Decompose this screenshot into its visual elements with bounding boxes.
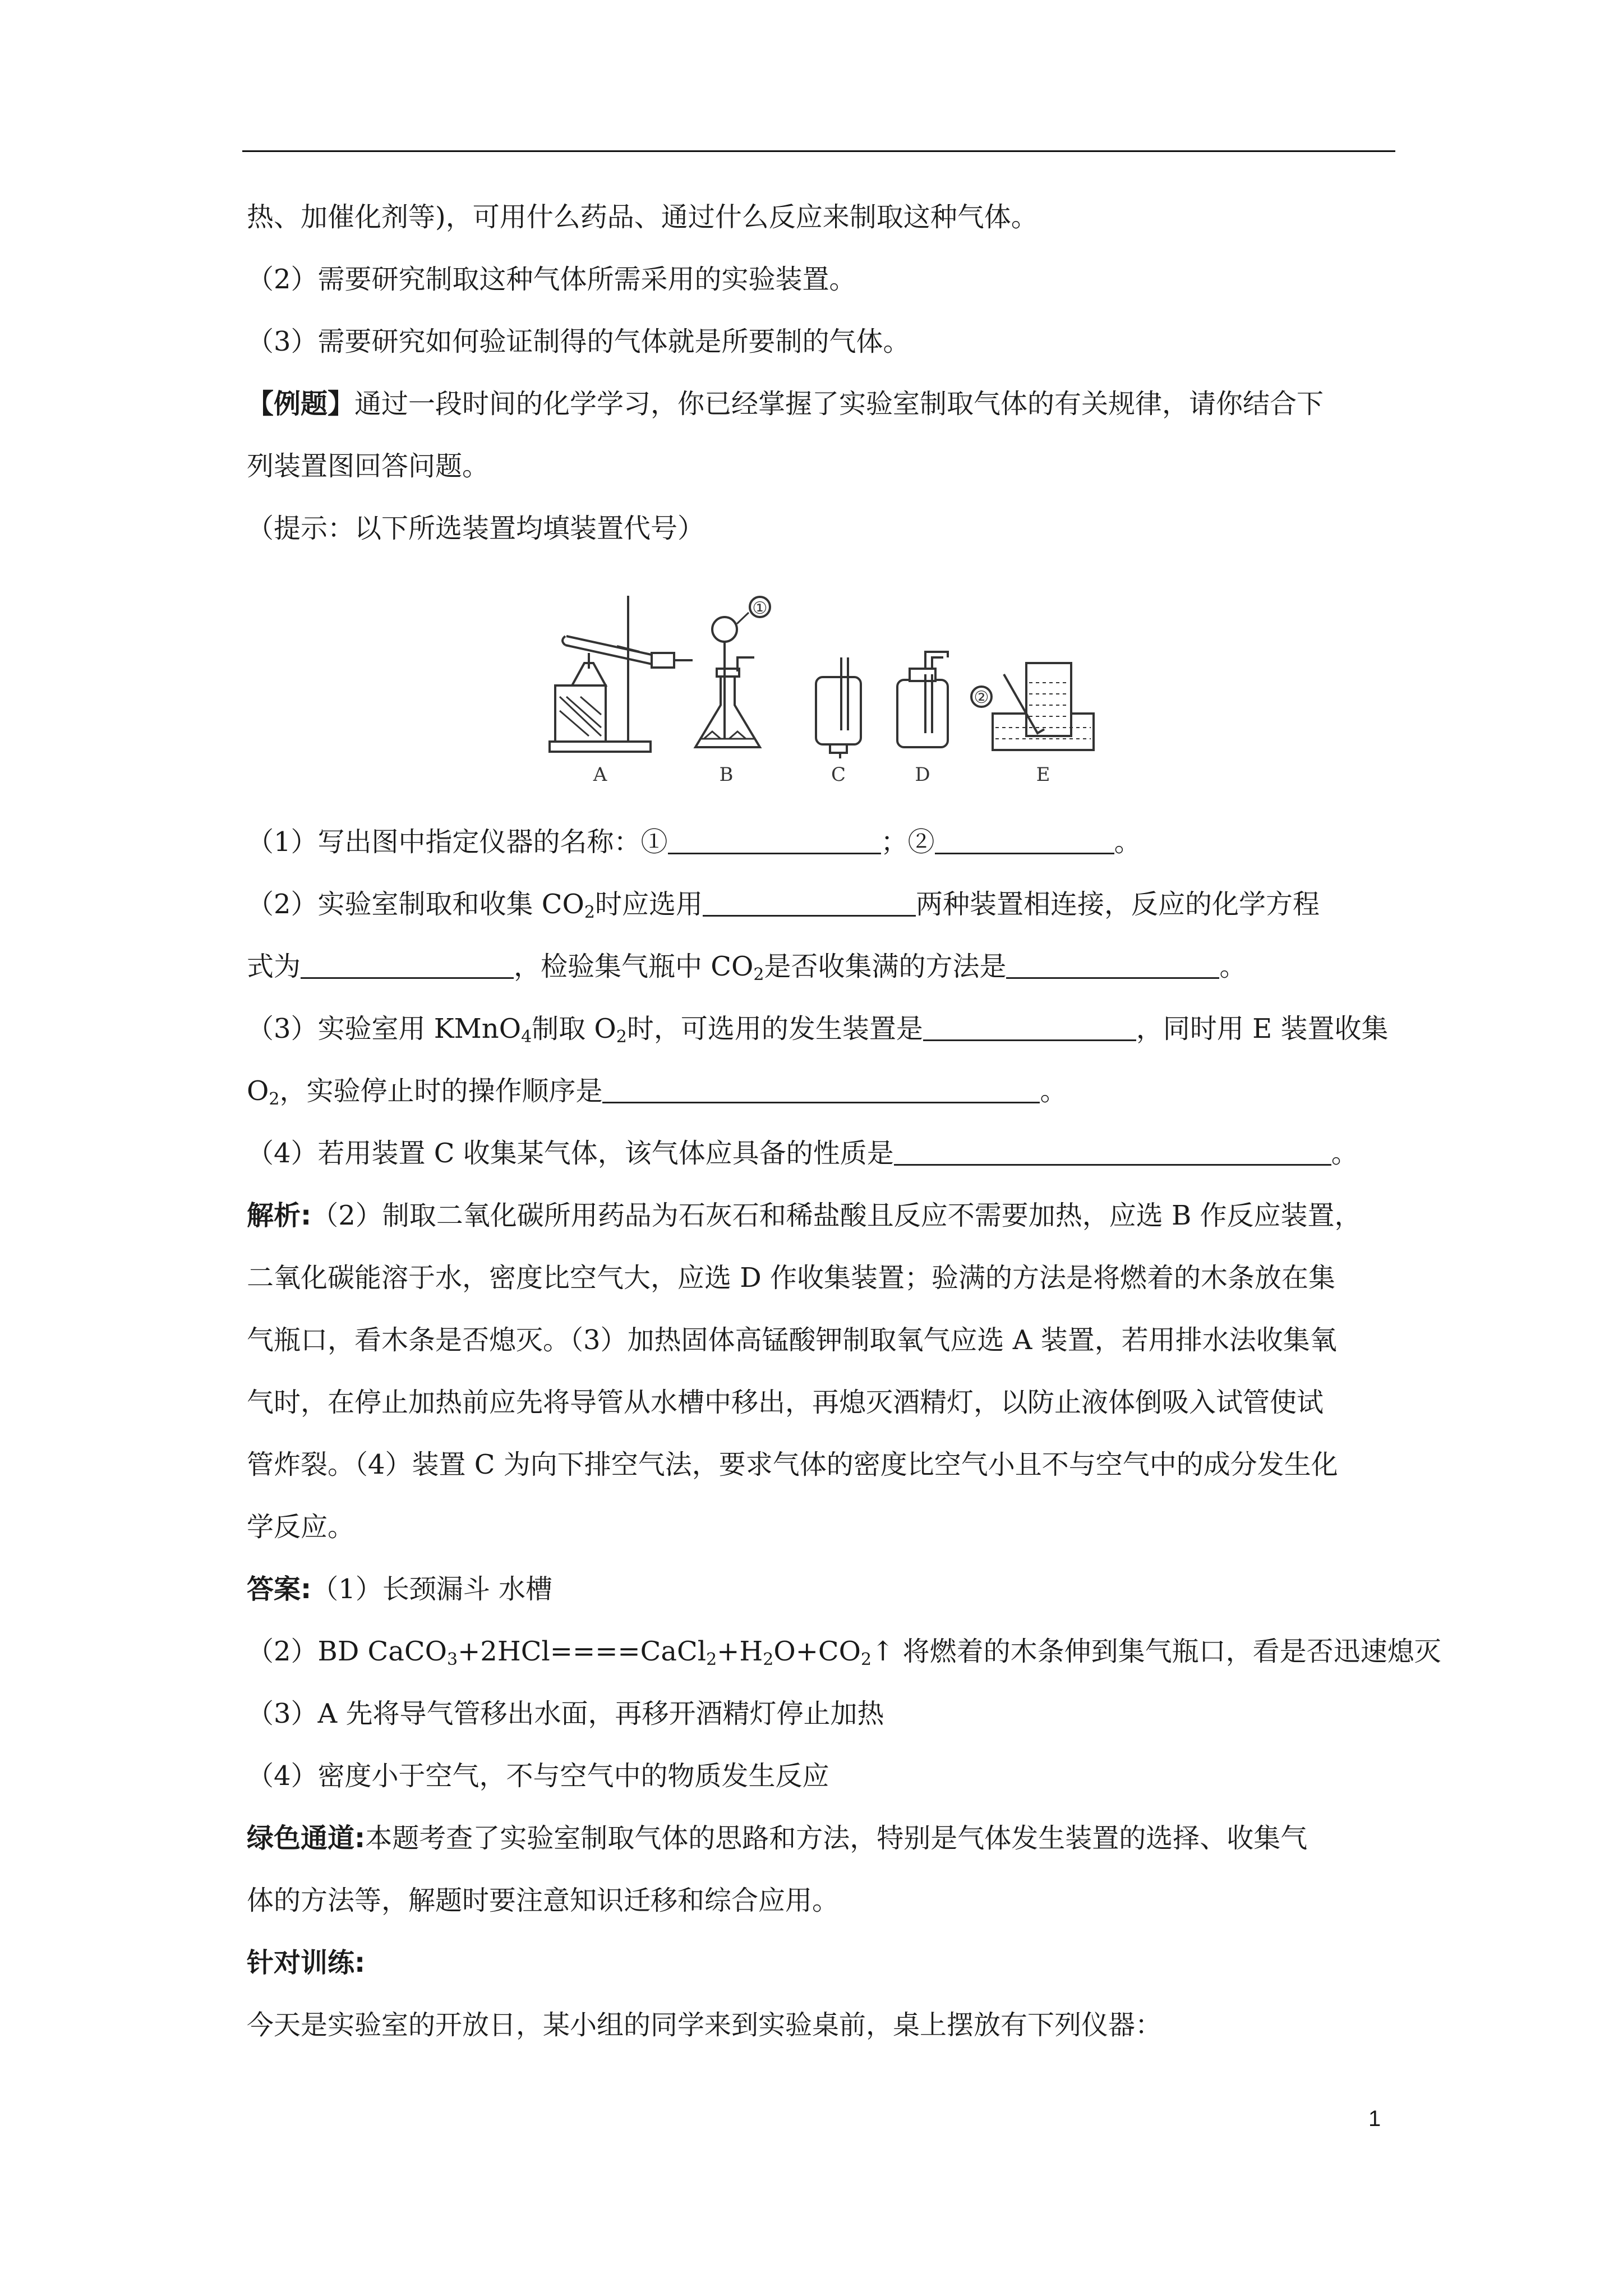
- question-2-cont: [247, 949, 1396, 984]
- answer-line: （4）密度小于空气，不与空气中的物质发生反应: [247, 1760, 829, 1792]
- marker-2: ②: [974, 688, 989, 707]
- apparatus-e: [971, 663, 1094, 750]
- paragraph: 体的方法等，解题时要注意知识迁移和综合应用。: [247, 1885, 840, 1916]
- apparatus-b: [695, 597, 770, 747]
- hint: （提示：以下所选装置均填装置代号）: [247, 513, 705, 544]
- answer-blank[interactable]: [1006, 953, 1219, 979]
- text-span: 。: [1114, 826, 1141, 858]
- answer-blank[interactable]: [923, 1015, 1136, 1041]
- paragraph: 列装置图回答问题。: [247, 450, 490, 482]
- text-span: +H: [717, 1636, 763, 1667]
- text-span: ；②: [880, 826, 935, 858]
- paragraph: （2）需要研究制取这种气体所需采用的实验装置。: [247, 264, 856, 295]
- text-span: O: [247, 1075, 269, 1107]
- training-heading: 针对训练:: [247, 1947, 366, 1978]
- subscript: 2: [616, 1027, 627, 1047]
- text-span: +2HCl====CaCl: [458, 1636, 707, 1667]
- analysis: [247, 1198, 1396, 1234]
- green-channel: [247, 1820, 1396, 1856]
- paragraph: 气瓶口，看木条是否熄灭。（3）加热固体高锰酸钾制取氧气应选 A 装置，若用排水法收集氧: [247, 1324, 1337, 1356]
- paragraph: （3）需要研究如何验证制得的气体就是所要制的气体。: [247, 326, 910, 357]
- subscript: 2: [706, 1650, 717, 1669]
- text-span: （3）实验室用 KMnO: [247, 1013, 522, 1045]
- question-2: [247, 886, 1396, 922]
- subscript: 2: [763, 1650, 774, 1669]
- text-span: （2）制取二氧化碳所用药品为石灰石和稀盐酸且反应不需要加热，应选 B 作反应装置，: [311, 1200, 1362, 1231]
- paragraph: 管炸裂。（4）装置 C 为向下排空气法，要求气体的密度比空气小且不与空气中的成分发生化: [247, 1449, 1338, 1480]
- text-span: 制取 O: [532, 1013, 616, 1045]
- paragraph: 热、加催化剂等)，可用什么药品、通过什么反应来制取这种气体。: [247, 201, 1038, 233]
- text-span: ↑ 将燃着的木条伸到集气瓶口，看是否迅速熄灭: [872, 1636, 1441, 1667]
- subscript: 2: [753, 965, 764, 984]
- text-span: 。: [1331, 1138, 1358, 1169]
- answer-heading: 答案:: [247, 1573, 312, 1605]
- answer-blank[interactable]: [703, 890, 916, 917]
- apparatus-a: [550, 596, 693, 752]
- figure-label: E: [1036, 763, 1050, 786]
- answer-blank[interactable]: [668, 828, 881, 854]
- text-span: （4）若用装置 C 收集某气体，该气体应具备的性质是: [247, 1138, 894, 1169]
- example-heading: 【例题】: [247, 388, 355, 420]
- header-rule: [242, 150, 1395, 152]
- question-3-cont: [247, 1073, 1396, 1109]
- text-span: ，同时用 E 装置收集: [1136, 1013, 1389, 1045]
- subscript: 3: [446, 1650, 458, 1669]
- text-span: 。: [1219, 951, 1247, 982]
- text-span: 是否收集满的方法是: [764, 951, 1007, 982]
- text-span: 本题考查了实验室制取气体的思路和方法，特别是气体发生装置的选择、收集气: [365, 1823, 1308, 1854]
- subscript: 2: [269, 1089, 280, 1109]
- subscript: 4: [521, 1027, 532, 1047]
- answer: [247, 1571, 1396, 1607]
- answer-blank[interactable]: [301, 953, 514, 979]
- subscript: 2: [861, 1650, 872, 1669]
- example-question: [247, 386, 1396, 422]
- paragraph: 气时，在停止加热前应先将导管从水槽中移出，再熄灭酒精灯，以防止液体倒吸入试管使试: [247, 1387, 1324, 1418]
- text-span: O+CO: [773, 1636, 861, 1667]
- text-span: 时，可选用的发生装置是: [626, 1013, 923, 1045]
- text-span: 时应选用: [594, 889, 703, 920]
- paragraph: 学反应。: [247, 1511, 355, 1543]
- document-body: [247, 199, 1441, 2043]
- figure-label: D: [915, 763, 930, 786]
- text-span: 两种装置相连接，反应的化学方程: [916, 889, 1320, 920]
- text-span: （2）实验室制取和收集 CO: [247, 889, 584, 920]
- figure-label: A: [593, 763, 607, 786]
- answer-blank[interactable]: [935, 828, 1114, 854]
- paragraph: 二氧化碳能溶于水，密度比空气大，应选 D 作收集装置；验满的方法是将燃着的木条放在集: [247, 1262, 1336, 1294]
- paragraph: 今天是实验室的开放日，某小组的同学来到实验桌前，桌上摆放有下列仪器：: [247, 2009, 1163, 2041]
- apparatus-figure: [533, 590, 1105, 792]
- answer-line: [247, 1634, 1441, 1669]
- subscript: 2: [584, 903, 595, 922]
- text-span: 式为: [247, 951, 301, 982]
- text-span: （1）写出图中指定仪器的名称：①: [247, 826, 668, 858]
- text-span: ，检验集气瓶中 CO: [514, 951, 754, 982]
- apparatus-c: [816, 657, 861, 758]
- text-span: （1）长颈漏斗 水槽: [311, 1573, 553, 1605]
- analysis-heading: 解析:: [247, 1200, 312, 1231]
- question-4: [247, 1135, 1396, 1171]
- figure-label: B: [719, 763, 734, 786]
- text-span: 。: [1040, 1075, 1067, 1107]
- green-channel-heading: 绿色通道:: [247, 1823, 366, 1854]
- answer-blank[interactable]: [602, 1077, 1040, 1103]
- text-span: ，实验停止时的操作顺序是: [279, 1075, 603, 1107]
- marker-1: ①: [752, 599, 768, 618]
- text-span: 通过一段时间的化学学习，你已经掌握了实验室制取气体的有关规律，请你结合下: [354, 388, 1324, 420]
- question-1: [247, 824, 1396, 860]
- figure-label: C: [831, 763, 846, 786]
- page-number: 1: [1368, 2106, 1381, 2131]
- question-3: [247, 1011, 1396, 1047]
- text-span: （2）BD CaCO: [247, 1636, 447, 1667]
- answer-blank[interactable]: [894, 1139, 1331, 1166]
- answer-line: （3）A 先将导气管移出水面，再移开酒精灯停止加热: [247, 1698, 884, 1729]
- apparatus-d: [897, 652, 948, 747]
